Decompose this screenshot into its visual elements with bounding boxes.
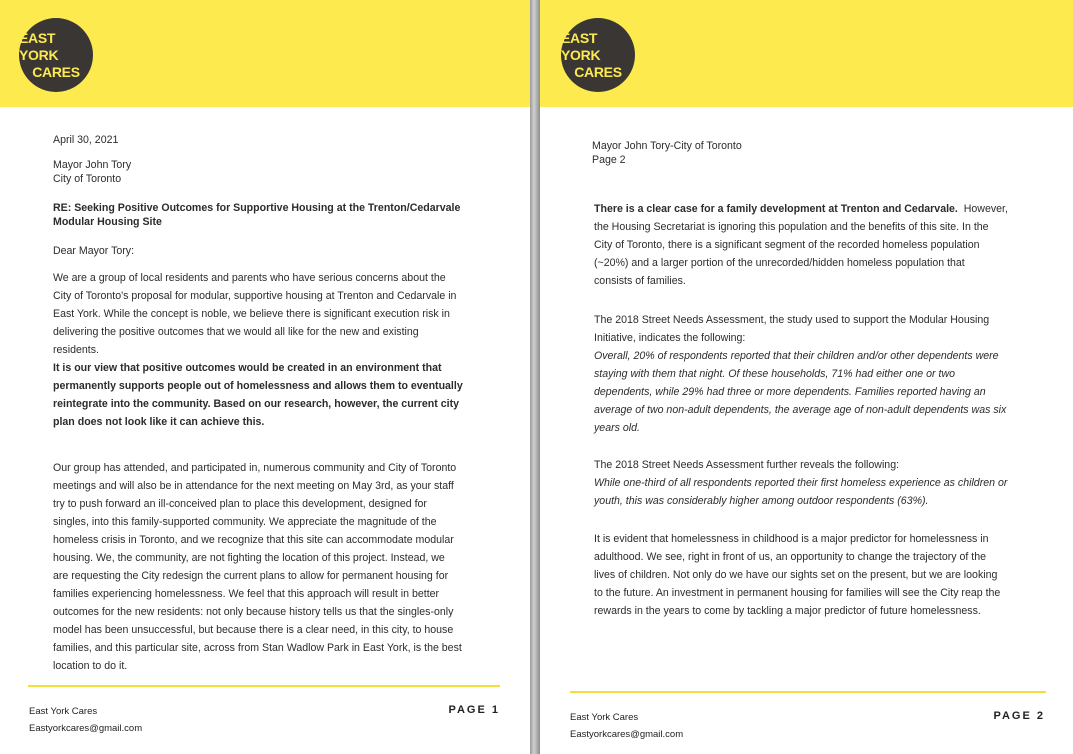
addressee-name: Mayor John Tory (53, 159, 132, 171)
paragraph-1 (53, 269, 463, 431)
text-line: reintegrate into the community. Based on our research, however, the current city (53, 398, 460, 410)
text-line: lives of children. Not only do we have our sights set on the present, but we are looking (594, 569, 998, 581)
text-line: meetings and will also be in attendance for the next meeting on May 3rd, as your staff (53, 480, 454, 492)
footer-divider (28, 685, 500, 687)
paragraph-3 (594, 456, 1007, 510)
text-line: (~20%) and a larger portion of the unrecorded/hidden homeless population that (594, 257, 965, 269)
quote-line: staying with them that night. Of these households, 71% had either one or two (594, 368, 955, 380)
text-line: homeless crisis in Toronto, and we recognize that this site can accommodate modular (53, 534, 454, 546)
salutation: Dear Mayor Tory: (53, 245, 135, 257)
footer-divider (570, 691, 1046, 693)
text-line: residents. (53, 344, 99, 356)
text-line: consists of families. (594, 275, 686, 287)
text-line: Our group has attended, and participated in, numerous community and City of Toronto (53, 462, 457, 474)
text-line: City of Toronto's proposal for modular, supportive housing at Trenton and Cedarvale in (53, 290, 457, 302)
paragraph-2 (594, 311, 1006, 437)
text-line: plan does not look like it can achieve this. (53, 416, 265, 428)
text-line: rewards in the years to come by tackling a major predictor of future homelessness. (594, 605, 981, 617)
text-line: delivering the positive outcomes that we would all like for the new and existing (53, 326, 419, 338)
logo-line1: EAST YORK (19, 29, 59, 63)
text-line: East York. While the concept is noble, we believe there is significant execution risk in (53, 308, 450, 320)
logo-line2: CARES (32, 63, 80, 80)
continuation-addressee: Mayor John Tory-City of Toronto (592, 140, 742, 152)
logo-line1: EAST YORK (561, 29, 601, 63)
re-subject (53, 201, 460, 229)
text-line: location to do it. (53, 660, 128, 672)
text-line: The 2018 Street Needs Assessment, the study used to support the Modular Housing (594, 314, 990, 326)
quote-line: While one-third of all respondents reported their first homeless experience as children or (594, 477, 1008, 489)
page-number-label: PAGE 2 (993, 710, 1045, 722)
text-line: families experiencing homelessness. We feel that this approach will result in better (53, 588, 440, 600)
paragraph-1 (594, 200, 1008, 290)
addressee-org: City of Toronto (53, 173, 122, 185)
text-line: try to push forward an ill-conceived plan to place this development, designed for (53, 498, 427, 510)
continuation-page: Page 2 (592, 154, 626, 166)
quote-line: youth, this was considerably higher among outdoor respondents (63%). (594, 495, 929, 507)
text-line: families, and this particular site, across from Stan Wadlow Park in East York, is the best (53, 642, 462, 654)
east-york-cares-logo (19, 18, 93, 92)
text-line: outcomes for the new residents: not only because history tells us that the singles-only (53, 606, 454, 618)
footer-org-name: East York Cares (29, 706, 98, 717)
text-line: housing. We, the community, are not fighting the location of this project. Instead, we (53, 552, 445, 564)
east-york-cares-logo (561, 18, 635, 92)
logo-line2: CARES (574, 63, 622, 80)
re-line-1: RE: Seeking Positive Outcomes for Supportive Housing at the Trenton/Cedarvale (53, 202, 461, 214)
bold-lead: There is a clear case for a family development at Trenton and Cedarvale. (594, 203, 958, 215)
footer-email: Eastyorkcares@gmail.com (570, 729, 684, 740)
letter-page-2 (540, 0, 1073, 754)
re-line-2: Modular Housing Site (53, 216, 162, 228)
text-line: It is evident that homelessness in childhood is a major predictor for homelessness in (594, 533, 989, 545)
footer-org-name: East York Cares (570, 712, 639, 723)
text-line: The 2018 Street Needs Assessment further reveals the following: (594, 459, 900, 471)
text-line: the Housing Secretariat is ignoring this population and the benefits of this site. In the (594, 221, 989, 233)
text-line (594, 200, 1008, 218)
page-number-label: PAGE 1 (448, 704, 500, 716)
text-line: singles, into this family-supported community. We appreciate the magnitude of the (53, 516, 437, 528)
text-line: Initiative, indicates the following: (594, 332, 746, 344)
text-line: to the future. An investment in permanent housing for families will see the City reap the (594, 587, 1001, 599)
page-gutter (530, 0, 540, 754)
continuation-header (592, 139, 742, 167)
quote-line: average of two non-adult dependents, the average age of non-adult dependents was six (594, 404, 1007, 416)
text-line: City of Toronto, there is a significant segment of the recorded homeless population (594, 239, 980, 251)
quote-line: Overall, 20% of respondents reported that their children and/or other dependents were (594, 350, 999, 362)
quote-line: dependents, while 29% had three or more dependents. Families reported having an (594, 386, 986, 398)
text-line: model has been unsuccessful, but because there is a clear need, in this city, to house (53, 624, 454, 636)
text-line: It is our view that positive outcomes would be created in an environment that (53, 362, 442, 374)
text-line: We are a group of local residents and parents who have serious concerns about the (53, 272, 446, 284)
footer-email: Eastyorkcares@gmail.com (29, 723, 143, 734)
lead-rest: However, (957, 203, 1008, 215)
addressee-block (53, 158, 131, 186)
text-line: adulthood. We see, right in front of us, an opportunity to change the trajectory of the (594, 551, 987, 563)
letter-page-1 (0, 0, 530, 754)
text-line: permanently supports people out of homelessness and allows them to eventually (53, 380, 463, 392)
quote-line: years old. (594, 422, 640, 434)
paragraph-4 (594, 530, 1000, 620)
text-line: are requesting the City redesign the current plans to allow for permanent housing for (53, 570, 449, 582)
paragraph-2 (53, 459, 462, 675)
letter-date: April 30, 2021 (53, 134, 119, 146)
